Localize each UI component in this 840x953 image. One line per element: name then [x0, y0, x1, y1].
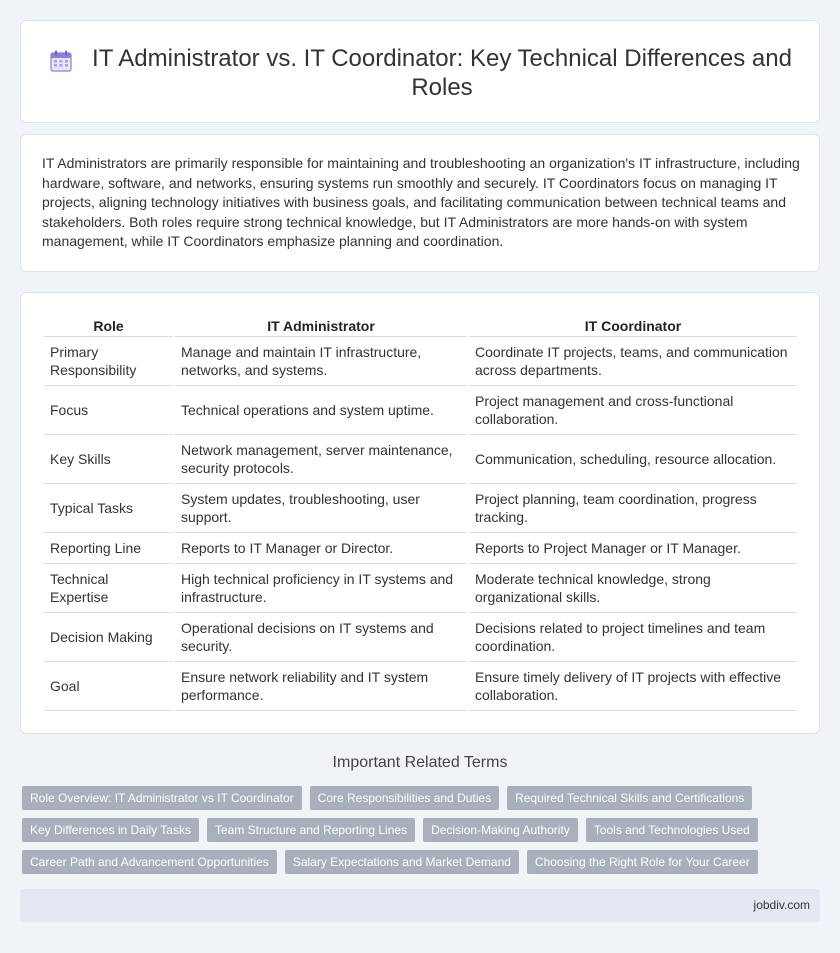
admin-cell: Operational decisions on IT systems and security.: [175, 613, 467, 662]
coordinator-cell: Decisions related to project timelines and team coordination.: [469, 613, 797, 662]
header-it-administrator: IT Administrator: [175, 313, 467, 337]
coordinator-cell: Moderate technical knowledge, strong organizational skills.: [469, 564, 797, 613]
row-label: Goal: [44, 662, 173, 711]
term-tag[interactable]: Core Responsibilities and Duties: [310, 786, 499, 810]
comparison-table-card: [20, 292, 820, 734]
term-tag[interactable]: Tools and Technologies Used: [586, 818, 758, 842]
related-terms: [22, 786, 802, 882]
title-wrap: [21, 44, 819, 102]
footer: [20, 889, 820, 922]
table-header-row: [44, 313, 797, 337]
table-row: [44, 484, 797, 533]
header-it-coordinator: IT Coordinator: [469, 313, 797, 337]
coordinator-cell: Project planning, team coordination, progress tracking.: [469, 484, 797, 533]
term-tag[interactable]: Key Differences in Daily Tasks: [22, 818, 199, 842]
term-tag[interactable]: Decision-Making Authority: [423, 818, 578, 842]
table-row: [44, 662, 797, 711]
admin-cell: Technical operations and system uptime.: [175, 386, 467, 435]
term-tag[interactable]: Role Overview: IT Administrator vs IT Coordinator: [22, 786, 302, 810]
coordinator-cell: Coordinate IT projects, teams, and communication across departments.: [469, 337, 797, 386]
table-row: [44, 386, 797, 435]
admin-cell: Reports to IT Manager or Director.: [175, 533, 467, 564]
term-tag[interactable]: Team Structure and Reporting Lines: [207, 818, 415, 842]
comparison-table: [42, 313, 799, 711]
related-terms-row: [22, 818, 802, 842]
intro-card: [20, 134, 820, 272]
coordinator-cell: Reports to Project Manager or IT Manager.: [469, 533, 797, 564]
related-terms-title: Important Related Terms: [332, 754, 508, 771]
coordinator-cell: Ensure timely delivery of IT projects with effective collaboration.: [469, 662, 797, 711]
footer-site-link[interactable]: jobdiv.com: [753, 898, 810, 912]
table-row: [44, 435, 797, 484]
intro-paragraph: IT Administrators are primarily responsible for maintaining and troubleshooting an organization's IT infrastructure, including hardware, software, and networks, ensuring systems run smoothly and securely. IT Coordinators focus on managing IT projects, aligning technology initiatives with business goals, and facilitating communication between technical teams and stakeholders. Both roles require strong technical knowledge, but IT Administrators are more hands-on with system management, while IT Coordinators emphasize planning and coordination.: [42, 155, 800, 249]
row-label: Primary Responsibility: [44, 337, 173, 386]
row-label: Key Skills: [44, 435, 173, 484]
admin-cell: Manage and maintain IT infrastructure, networks, and systems.: [175, 337, 467, 386]
table-row: [44, 613, 797, 662]
header-role: Role: [44, 313, 173, 337]
calendar-icon: [49, 49, 73, 73]
admin-cell: High technical proficiency in IT systems and infrastructure.: [175, 564, 467, 613]
admin-cell: Ensure network reliability and IT system performance.: [175, 662, 467, 711]
title-card: [20, 20, 820, 123]
table-row: [44, 533, 797, 564]
row-label: Typical Tasks: [44, 484, 173, 533]
term-tag[interactable]: Choosing the Right Role for Your Career: [527, 850, 758, 874]
admin-cell: Network management, server maintenance, security protocols.: [175, 435, 467, 484]
table-row: [44, 564, 797, 613]
page-title: IT Administrator vs. IT Coordinator: Key Technical Differences and Roles: [92, 45, 792, 101]
row-label: Focus: [44, 386, 173, 435]
admin-cell: System updates, troubleshooting, user support.: [175, 484, 467, 533]
coordinator-cell: Project management and cross-functional collaboration.: [469, 386, 797, 435]
related-terms-row: [22, 786, 802, 810]
row-label: Decision Making: [44, 613, 173, 662]
term-tag[interactable]: Career Path and Advancement Opportunities: [22, 850, 277, 874]
table-row: [44, 337, 797, 386]
term-tag[interactable]: Required Technical Skills and Certifications: [507, 786, 752, 810]
row-label: Technical Expertise: [44, 564, 173, 613]
coordinator-cell: Communication, scheduling, resource allocation.: [469, 435, 797, 484]
term-tag[interactable]: Salary Expectations and Market Demand: [285, 850, 519, 874]
related-terms-row: [22, 850, 802, 874]
row-label: Reporting Line: [44, 533, 173, 564]
